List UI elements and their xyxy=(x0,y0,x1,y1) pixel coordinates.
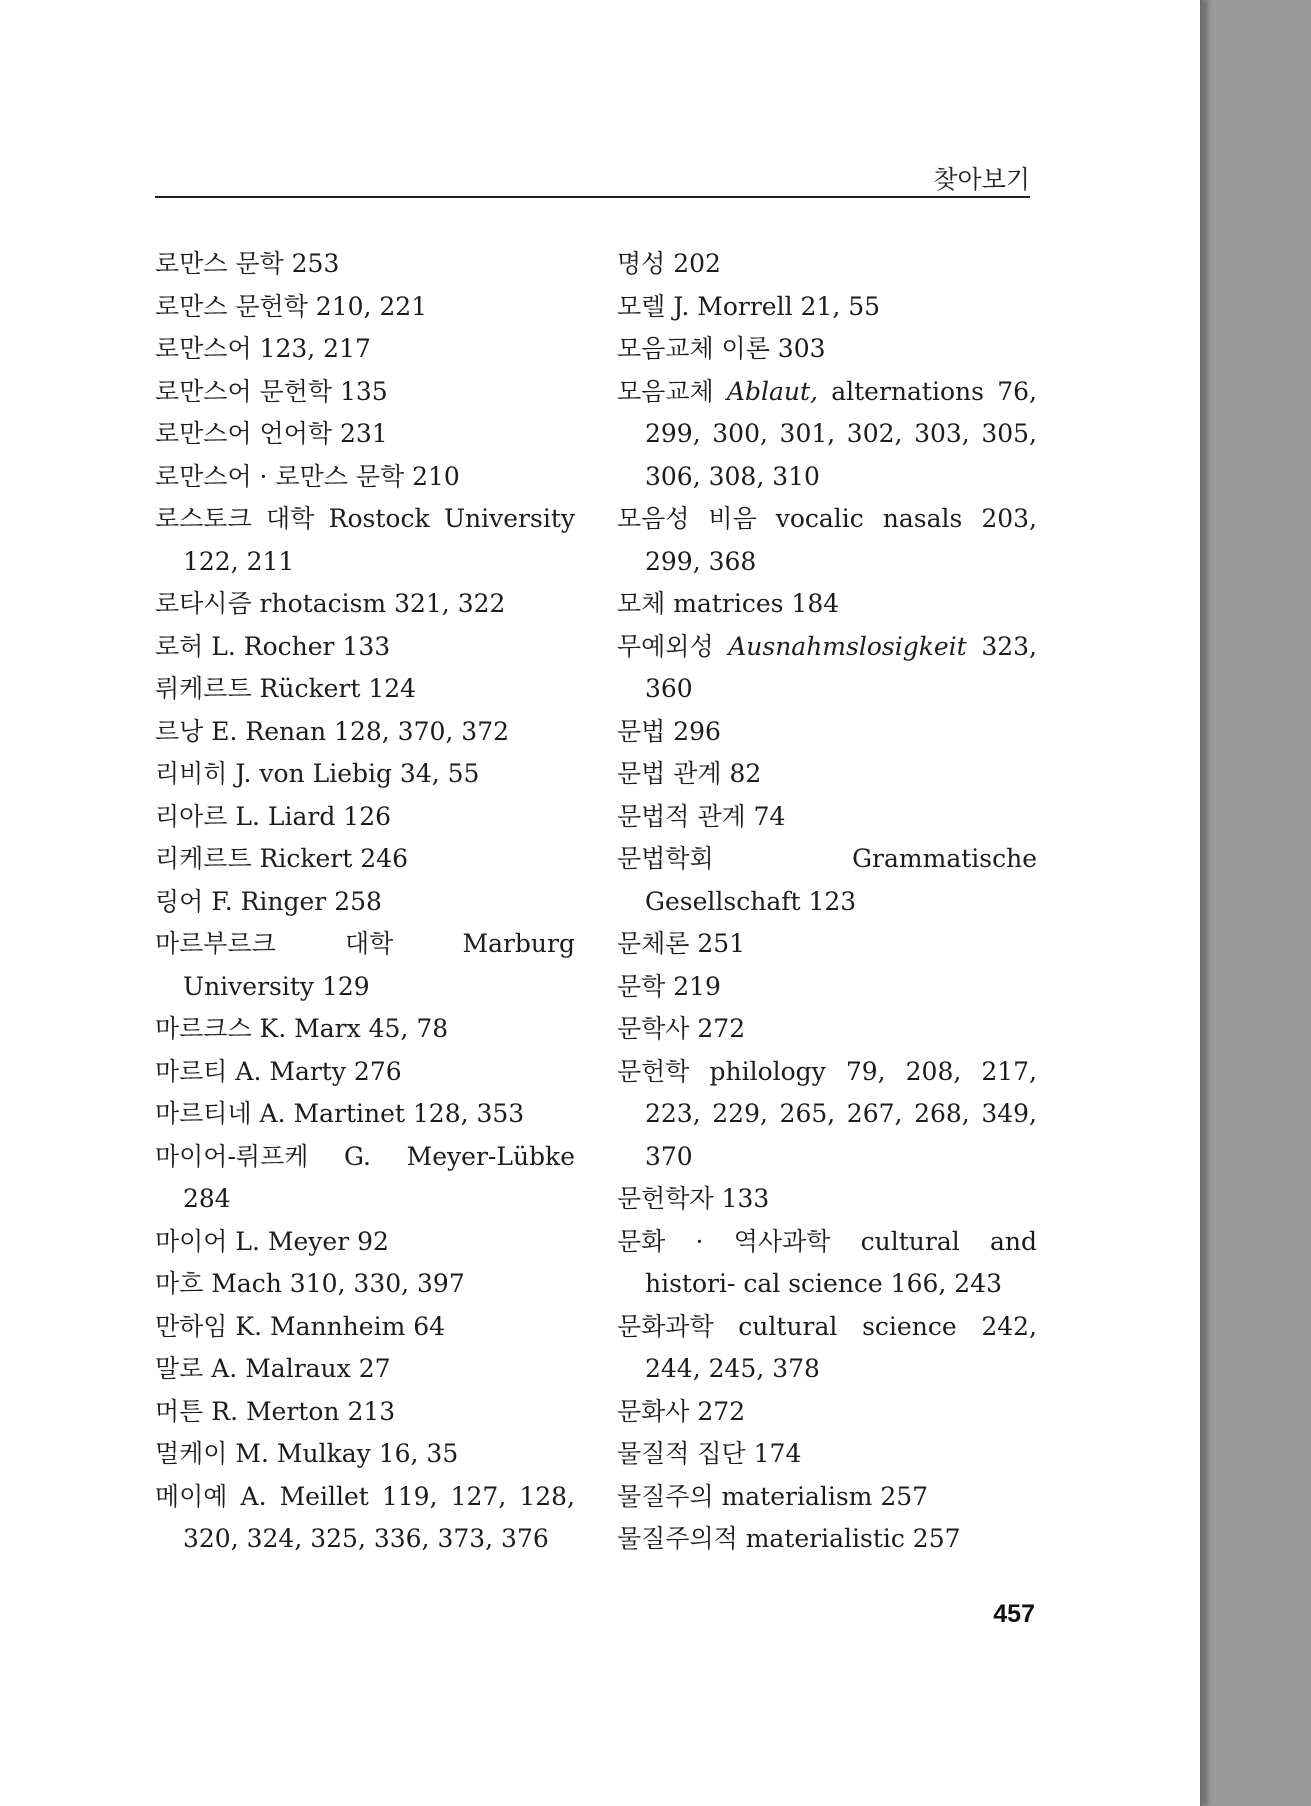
index-entry: 리비히 J. von Liebig 34, 55 xyxy=(155,759,480,788)
entry-text: 문화과학 cultural science 242, 244, 245, 378 xyxy=(617,1311,1037,1383)
index-entry xyxy=(617,1476,1037,1519)
index-entry: 링어 F. Ringer 258 xyxy=(155,886,382,916)
entry-text: 문화 · 역사과학 cultural and histori- cal science 166, 243 xyxy=(617,1226,1037,1298)
index-entry xyxy=(617,498,1037,583)
index-entry xyxy=(617,286,1037,329)
index-entry xyxy=(617,1433,1037,1476)
index-entry: 마르크스 K. Marx 45, 78 xyxy=(155,1014,449,1043)
index-entry: 르낭 E. Renan 128, 370, 372 xyxy=(155,716,510,746)
index-entry: 마이어 L. Meyer 92 xyxy=(155,1226,389,1256)
entry-text: 문화사 272 xyxy=(617,1396,746,1426)
index-entry: 마이어-뤼프케 G. Meyer-Lübke 284 xyxy=(155,1141,575,1213)
entry-text: 문학 219 xyxy=(617,971,721,1001)
index-entry: 로만스어 123, 217 xyxy=(155,334,371,363)
entry-text: 문헌학 philology 79, 208, 217, 223, 229, 265, 267, 268, 349, 370 xyxy=(617,1056,1037,1171)
index-entry xyxy=(617,626,1037,711)
index-entry: 로만스어 문헌학 135 xyxy=(155,376,388,406)
entry-text: 물질주의적 materialistic 257 xyxy=(617,1524,961,1553)
entry-text: 문법적 관계 74 xyxy=(617,801,786,831)
entry-text: 물질주의 materialism 257 xyxy=(617,1481,929,1511)
index-entry xyxy=(617,328,1037,371)
entry-text: 문법 관계 82 xyxy=(617,759,762,788)
index-entry xyxy=(617,1306,1037,1391)
index-entry: 로만스 문헌학 210, 221 xyxy=(155,291,428,321)
index-entry: 멀케이 M. Mulkay 16, 35 xyxy=(155,1439,459,1468)
index-entry xyxy=(617,1051,1037,1179)
entry-text: 문학사 272 xyxy=(617,1014,746,1043)
entry-term-italic: Ausnahmslosigkeit xyxy=(728,631,967,661)
entry-text: 물질적 집단 174 xyxy=(617,1439,802,1468)
entry-text: 문체론 251 xyxy=(617,929,746,958)
index-entry: 머튼 R. Merton 213 xyxy=(155,1396,396,1426)
index-entry: 로만스어 · 로만스 문학 210 xyxy=(155,461,460,491)
page-number: 457 xyxy=(993,1600,1035,1628)
index-entry xyxy=(617,371,1037,499)
index-entry xyxy=(617,1178,1037,1221)
entry-text: 모음교체 xyxy=(617,376,727,406)
index-entry xyxy=(617,583,1037,626)
entry-text: alternations 76, 299, 300, 301, 302, 303, 305, 306, 308, 310 xyxy=(645,376,1037,491)
entry-text: 문법 296 xyxy=(617,716,721,746)
index-column-right xyxy=(617,243,1037,1561)
index-entry: 로타시즘 rhotacism 321, 322 xyxy=(155,589,506,618)
entry-text: 무예외성 xyxy=(617,631,729,661)
entry-text: 모체 matrices 184 xyxy=(617,589,840,618)
entry-text: 323, 360 xyxy=(645,631,1037,703)
index-entry xyxy=(617,1221,1037,1306)
index-entry: 마흐 Mach 310, 330, 397 xyxy=(155,1269,465,1298)
entry-text: 모렐 J. Morrell 21, 55 xyxy=(617,291,881,321)
index-entry xyxy=(617,838,1037,923)
running-header-title: 찾아보기 xyxy=(933,165,1030,194)
index-entry: 리케르트 Rickert 246 xyxy=(155,844,408,873)
index-entry: 리아르 L. Liard 126 xyxy=(155,801,392,831)
index-entry: 말로 A. Malraux 27 xyxy=(155,1354,391,1383)
index-entry xyxy=(617,753,1037,796)
index-entry: 메이예 A. Meillet 119, 127, 128, 320, 324, 325, 336, 373, 376 xyxy=(155,1481,575,1553)
index-entry xyxy=(617,796,1037,839)
index-entry: 만하임 K. Mannheim 64 xyxy=(155,1311,446,1341)
index-entry: 로만스어 언어학 231 xyxy=(155,419,388,448)
entry-text: 문헌학자 133 xyxy=(617,1184,770,1213)
index-entry: 로만스 문학 253 xyxy=(155,249,340,278)
index-entry: 마르부르크 대학 Marburg University 129 xyxy=(155,929,575,1001)
index-entry: 로허 L. Rocher 133 xyxy=(155,631,391,661)
index-entry xyxy=(617,1008,1037,1051)
entry-text: 문법학회 Grammatische Gesellschaft 123 xyxy=(617,844,1037,916)
index-entry: 로스토크 대학 Rostock University 122, 211 xyxy=(155,504,575,576)
index-entry xyxy=(617,711,1037,754)
index-entry xyxy=(617,966,1037,1009)
index-entry: 마르티 A. Marty 276 xyxy=(155,1056,402,1086)
header-rule xyxy=(155,196,1030,198)
index-entry xyxy=(617,1391,1037,1434)
index-entry: 뤼케르트 Rückert 124 xyxy=(155,674,417,703)
entry-text: 명성 202 xyxy=(617,249,721,278)
index-column-left xyxy=(155,243,575,1561)
index-entry xyxy=(617,1518,1037,1561)
entry-text: 모음교체 이론 303 xyxy=(617,334,826,363)
entry-term-italic: Ablaut, xyxy=(726,376,818,406)
index-entry xyxy=(617,923,1037,966)
entry-text: 모음성 비음 vocalic nasals 203, 299, 368 xyxy=(617,504,1037,576)
index-entry xyxy=(617,243,1037,286)
index-entry: 마르티네 A. Martinet 128, 353 xyxy=(155,1099,525,1128)
